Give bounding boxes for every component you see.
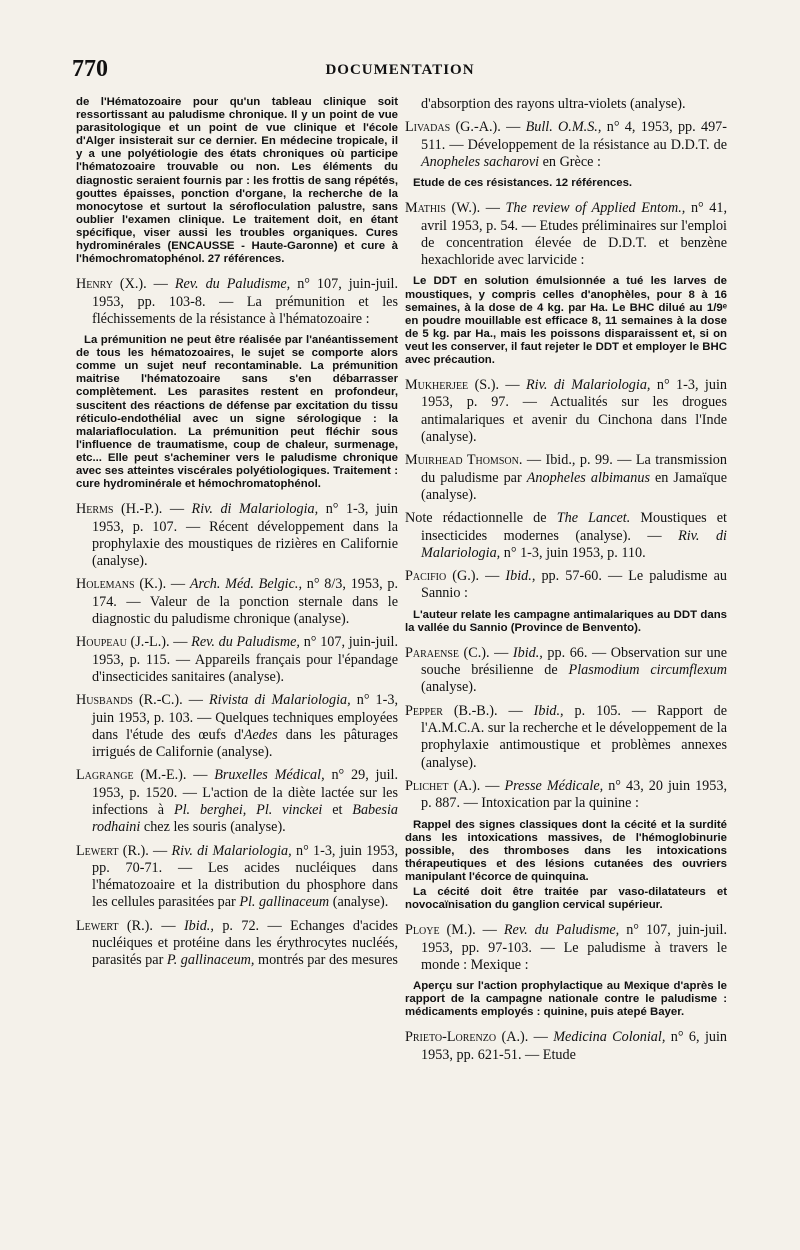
entry-source: Ibid., (512, 644, 543, 661)
entry-herms: Herms (H.-P.). — Riv. di Malariologia, n° 1-3, juin 1953, p. 107. — Récent développement dans la prophylaxie des moustiques de rizières en Californie (analyse). (76, 501, 398, 570)
entry-pacifio: Pacifio (G.). — Ibid., pp. 57-60. — Le paludisme au Sannio : (405, 568, 728, 602)
entry-details: n° 4, 1953, pp. 497-511. — Développement de la résistance au D.D.T. de (421, 119, 727, 153)
entry-summary: Etude de ces résistances. 12 références. (413, 177, 633, 190)
entry-plichet: Plichet (A.). — Presse Médicale, n° 43, 20 juin 1953, p. 887. — Intoxication par la quinine : (405, 777, 728, 812)
entry-ploye: Ploye (M.). — Rev. du Paludisme, n° 107, juin-juil. 1953, pp. 97-103. — Le paludisme à travers le monde : Mexique : (405, 922, 728, 973)
entry-italic: Babesia rodhaini (92, 801, 398, 836)
entry-author: Prieto-Lorenzo (A.). (405, 1029, 529, 1046)
entry-details: en Grèce : (539, 153, 601, 170)
entry-paraense: Paraense (C.). — Ibid., pp. 66. — Observation sur une souche brésilienne de Plasmodium circumflexum (analyse). (405, 644, 728, 696)
entry-details: n° 29, juil. 1953, p. 1520. — L'action de la diète lactée sur les infections à (92, 767, 398, 818)
entry-source: Rev. du Paludisme, (503, 922, 620, 939)
entry-source: Riv. di Malariologia, (171, 842, 292, 859)
entry-details: (analyse). (329, 894, 389, 911)
entry-details: n° 41, avril 1953, p. 54. — Etudes préliminaires sur l'emploi de concentration élevée de D.D.T. et benzène hexachloride avec larvicide : (421, 200, 728, 269)
entry-pepper: Pepper (B.-B.). — Ibid., p. 105. — Rapport de l'A.M.C.A. sur la recherche et le développement de la prophylaxie antimoustique et problèmes annexes (analyse). (405, 702, 728, 771)
entry-summary: La cécité doit être traitée par vaso-dilatateurs et novocaïnisation du ganglion cervical supérieur. (405, 886, 727, 912)
entry-details: n° 107, juin-juil. 1953, pp. 103-8. — La prémunition et les fléchissements de la résistance à l'hématozoaire : (92, 276, 399, 327)
entry-continued: d'absorption des rayons ultra-violets (analyse). (421, 96, 686, 112)
entry-source: Riv. di Malariologia, (526, 377, 651, 394)
entry-husbands: Husbands (R.-C.). — Rivista di Malariologia, n° 1-3, juin 1953, p. 103. — Quelques techniques employées dans l'étude des œufs d'Aedes dans les pâturages irrigués de Californie (analyse). (76, 692, 399, 761)
entry-details: n° 1-3, juin 1953, p. 103. — Quelques techniques employées dans l'étude des œufs d' (92, 692, 399, 743)
entry-details: p. 72. — Echanges d'acides nucléiques et protéine dans les érythrocytes nucléés, parasités par (92, 917, 398, 969)
entry-details: n° 8/3, 1953, p. 174. — Valeur de la ponction sternale dans le diagnostic du paludisme chronique (analyse). (92, 576, 399, 628)
entry-details: chez les souris (analyse). (140, 819, 286, 836)
entry-summary: Le DDT en solution émulsionnée a tué les larves de moustiques, y compris celles d'anophèles, pour 8 à 16 semaines, à la dose de 4 kg. par Ha. Le BHC dilué au 1/9ᵉ en poudre mouillable est efficace 8, 11 semaines à la dose de 5 kg. par Ha., mais les poissons disparaissent et, si on veut les conserver, il faut rejeter le DDT et employer le BHC avec précaution. (405, 275, 727, 367)
entry-details: n° 107, juin-juil. 1953, pp. 97-103. — Le paludisme à travers le monde : Mexique : (421, 922, 728, 973)
entry-source: Presse Médicale, (504, 777, 604, 794)
entry-details: Moustiques et insecticides modernes (analyse). — (421, 510, 728, 544)
entry-source: Bull. O.M.S., (525, 119, 602, 136)
entry-source: Bruxelles Médical, (214, 767, 325, 784)
entry-lewert-2: Lewert (R.). — Ibid., p. 72. — Echanges d'acides nucléiques et protéine dans les érythrocytes nucléés, parasités par P. gallinaceum, montrés par des mesures (76, 917, 398, 969)
entry-lewert-1: Lewert (R.). — Riv. di Malariologia, n° 1-3, juin 1953, pp. 70-71. — Les acides nucléiques dans l'hématozoaire et la distribution du phosphore dans les cellules parasitées par Pl. gallinaceum (analyse). (76, 842, 399, 911)
entry-italic: Aedes (243, 726, 278, 743)
entry-houpeau: Houpeau (J.-L.). — Rev. du Paludisme, n° 107, juin-juil. 1953, p. 115. — Appareils français pour l'épandage d'insecticides sanitaires (analyse). (76, 634, 398, 685)
entry-italic: Anopheles albimanus (526, 469, 650, 486)
entry-author: Ploye (M.). (405, 922, 476, 939)
entry-details: pp. 66. — Observation sur une souche brésilienne de (421, 644, 728, 679)
entry-details: pp. 57-60. — Le paludisme au Sannio : (421, 568, 728, 602)
entry-author: Paraense (C.). (405, 644, 490, 661)
entry-italic: Plasmodium circumflexum (568, 662, 728, 679)
page-number: 770 (72, 56, 108, 82)
entry-livadas: Livadas (G.-A.). — Bull. O.M.S., n° 4, 1953, pp. 497-511. — Développement de la résistance au D.D.T. de Anopheles sacharovi en Grèce : (405, 119, 727, 170)
page-header (72, 56, 728, 92)
entry-author: Mathis (W.). (405, 200, 481, 217)
entry-details: n° 1-3, juin 1953, p. 107. — Récent développement dans la prophylaxie des moustiques de rizières en Californie (analyse). (92, 501, 398, 570)
summary-continued: de l'Hématozoaire pour qu'un tableau clinique soit ressortissant au paludisme chronique. Il y un point de vue parasitologique et un point de vue clinique et l'école d'Alger insisterait sur ce dernier. En médecine tropicale, il y a une polyétiologie des états chroniques où participe l'hématozoaire trouvable ou non. Les éléments du diagnostic seraient fournis par : les frottis de sang répétés, gouttes épaisses, ponction d'organe, la recherche de la monocytose et surtout la sérofloculation palustre, sans oublier l'examen clinique. Le traitement doit, en étant spécifique, viser aussi les troubles organiques. Cures hydrominérales (ENCAUSSE - Haute-Garonne) et cure à l'hémochromatophénol. 27 références. (76, 96, 398, 266)
entry-prieto-lorenzo: Prieto-Lorenzo (A.). — Medicina Colonial, n° 6, juin 1953, pp. 621-51. — Etude (405, 1029, 728, 1063)
entry-mathis: Mathis (W.). — The review of Applied Entom., n° 41, avril 1953, p. 54. — Etudes préliminaires sur l'emploi de concentration élevée de D.D.T. et benzène hexachloride avec larvicide : (405, 200, 728, 269)
entry-details: p. 99. — La transmission du paludisme par (421, 452, 727, 486)
entry-source: Rev. du Paludisme, (174, 276, 291, 293)
entry-author: Mukherjee (S.). (405, 377, 500, 394)
running-title: DOCUMENTATION (325, 62, 475, 78)
entry-source: Ibid., (505, 568, 536, 585)
entry-source: Rivista di Malariologia, (208, 692, 351, 709)
entry-source: The review of Applied Entom., (505, 200, 686, 217)
entry-italic: P. gallinaceum, (166, 952, 255, 969)
entry-author: Pacifio (G.). (405, 568, 480, 585)
entry-source: Riv. di Malariologia, (421, 527, 727, 561)
entry-author: Lagrange (M.-E.). (76, 767, 187, 784)
entry-source: Ibid., (533, 702, 564, 719)
right-column (405, 96, 727, 1070)
entry-summary: Aperçu sur l'action prophylactique au Mexique d'après le rapport de la campagne nationale contre le paludisme : médicaments employés : quinine, puis atepé Bayer. (405, 980, 727, 1019)
entry-details: p. 105. — Rapport de l'A.M.C.A. sur la recherche et le développement de la prophylaxie antimoustique et problèmes annexes (analyse). (421, 702, 728, 771)
entry-author: Husbands (R.-C.). (76, 692, 183, 709)
entry-author: Plichet (A.). (405, 777, 481, 794)
entry-lancet-note (405, 510, 727, 562)
entry-details: montrés par des mesures (254, 952, 398, 969)
entry-source: Arch. Méd. Belgic., (189, 576, 302, 593)
left-column (76, 96, 398, 976)
entry-author: Holemans (K.). (76, 576, 167, 593)
entry-summary: La prémunition ne peut être réalisée par l'anéantissement de tous les hématozoaires, le sujet se comporte alors comme un sujet neuf recontaminable. La prémunition maitrise l'hématozoaire sans s'en débarrasser complètement. Les parasites restent en profondeur, suscitent des réactions de défense par excitation du tissu réticulo-endothélial avec un signe sérologique : la malariafloculation. La prémunition peut fléchir sous l'influence de traumatisme, coup de chaleur, surmenage, etc... Elle peut s'acheminer vers le paludisme chronique avec ses atteintes viscérales polyétiologiques. Traitement : cure hydrominérale et hémochromatophénol. (76, 334, 398, 491)
entry-lagrange: Lagrange (M.-E.). — Bruxelles Médical, n° 29, juil. 1953, p. 1520. — L'action de la diète lactée sur les infections à Pl. berghei, Pl. vinckei et Babesia rodhaini chez les souris (analyse). (76, 767, 398, 836)
entry-details: en Jamaïque (analyse). (421, 469, 727, 503)
entry-italic: Anopheles sacharovi (421, 153, 540, 170)
entry-details: Note rédactionnelle de (405, 510, 557, 527)
entry-source: Rev. du Paludisme, (191, 634, 300, 651)
entry-mukherjee: Mukherjee (S.). — Riv. di Malariologia, n° 1-3, juin 1953, p. 97. — Actualités sur les drogues antimalariques et avenir du Cinchona dans l'Inde (analyse). (405, 377, 727, 446)
entry-author: Houpeau (J.-L.). (76, 634, 170, 651)
entry-source: Medicina Colonial, (553, 1029, 666, 1046)
entry-details: n° 1-3, juin 1953, p. 110. (500, 544, 646, 561)
entry-details: n° 1-3, juin 1953, p. 97. — Actualités sur les drogues antimalariques et avenir du Cinchona dans l'Inde (analyse). (421, 377, 727, 446)
entry-author: Livadas (G.-A.). (405, 119, 501, 136)
entry-details: n° 6, juin 1953, pp. 621-51. — Etude (421, 1029, 728, 1063)
entry-holemans: Holemans (K.). — Arch. Méd. Belgic., n° 8/3, 1953, p. 174. — Valeur de la ponction sternale dans le diagnostic du paludisme chronique (analyse). (76, 576, 399, 628)
entry-summary: Rappel des signes classiques dont la cécité et la surdité dans les intoxications massives, de l'hémoglobinurie possible, des thromboses dans les intoxications thérapeutiques et des lésions cutanées des ouvriers manipulant l'écorce de quinquina. (405, 818, 727, 883)
entry-details: n° 1-3, juin 1953, pp. 70-71. — Les acides nucléiques dans l'hématozoaire et la distribution du phosphore dans les cellules parasitées par (92, 842, 399, 911)
entry-details: (analyse). (421, 679, 477, 696)
entry-author: Lewert (R.). (76, 917, 153, 934)
entry-source: Ibid., (545, 452, 576, 469)
entry-author: Muirhead Thomson. (405, 452, 523, 469)
entry-source: Ibid., (183, 917, 214, 934)
entry-summary: L'auteur relate les campagne antimalariques au DDT dans la vallée du Sannio (Province de Benvento). (405, 608, 727, 634)
entry-source: Riv. di Malariologia, (191, 501, 319, 518)
entry-author: Herms (H.-P.). (76, 501, 163, 518)
entry-italic: The Lancet. (556, 510, 631, 527)
entry-author: Pepper (B.-B.). (405, 702, 498, 719)
entry-author: Henry (X.). (76, 276, 147, 293)
entry-muirhead: Muirhead Thomson. — Ibid., p. 99. — La transmission du paludisme par Anopheles albimanus en Jamaïque (analyse). (405, 452, 727, 503)
entry-details: n° 43, 20 juin 1953, p. 887. — Intoxication par la quinine : (421, 777, 728, 812)
entry-author: Lewert (R.). (76, 842, 149, 859)
entry-italic: Pl. berghei, Pl. vinckei (173, 801, 323, 818)
entry-details: dans les pâturages irrigués de Californie (analyse). (92, 726, 398, 761)
entry-details: et (322, 801, 353, 818)
entry-italic: Pl. gallinaceum (239, 894, 330, 911)
entry-henry: Henry (X.). — Rev. du Paludisme, n° 107, juin-juil. 1953, pp. 103-8. — La prémunition et les fléchissements de la résistance à l'hématozoaire : (76, 276, 399, 327)
entry-details: n° 107, juin-juil. 1953, p. 115. — Appareils français pour l'épandage d'insecticides sanitaires (analyse). (92, 634, 398, 685)
